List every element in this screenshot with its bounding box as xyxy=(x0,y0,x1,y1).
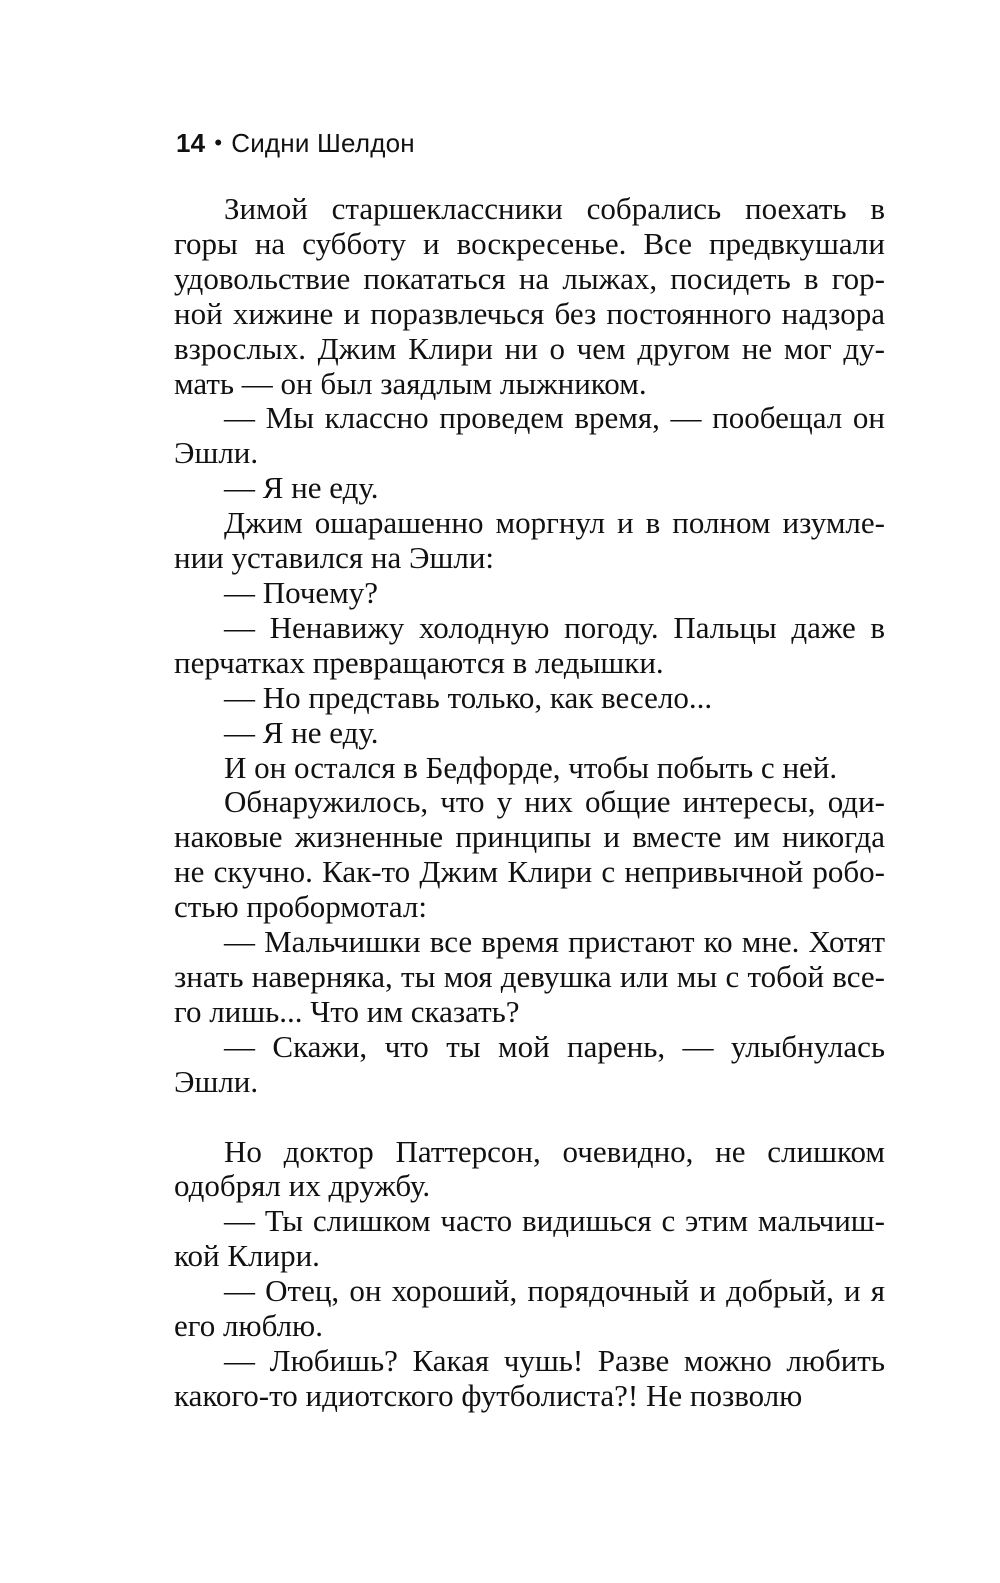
paragraph: — Я не еду. xyxy=(224,470,379,506)
paragraph: — Ненавижу холодную погоду. Пальцы даже в перчатках превращаются в ледышки. xyxy=(174,609,885,680)
paragraph: — Любишь? Какая чушь! Разве можно любить какого-то идиотского футболиста?! Не позволю xyxy=(174,1343,885,1413)
page-number: 14 xyxy=(176,128,206,158)
paragraph: — Отец, он хороший, порядочный и добрый, и я его люблю. xyxy=(174,1273,885,1344)
paragraph: И он остался в Бедфорде, чтобы побыть с ней. xyxy=(224,749,838,785)
header-separator: • xyxy=(214,130,223,155)
paragraph: — Ты слишком часто видишься с этим мальчишкой Клири. xyxy=(174,1203,885,1274)
paragraph: Джим ошарашенно моргнул и в полном изумлении уставился на Эшли: xyxy=(174,505,885,576)
author-name: Сидни Шелдон xyxy=(231,128,415,158)
paragraph: — Но представь только, как весело... xyxy=(224,679,713,715)
paragraph: Но доктор Паттерсон, очевидно, не слишком одобрял их дружбу. xyxy=(174,1133,885,1204)
paragraph: — Почему? xyxy=(224,574,379,610)
running-head xyxy=(176,124,415,164)
paragraph: — Скажи, что ты мой парень, — улыбнулась Эшли. xyxy=(174,1028,885,1099)
paragraph: — Я не еду. xyxy=(224,714,379,750)
paragraph: — Мальчишки все время пристают ко мне. Хотят знать наверняка, ты моя девушка или мы с тобой всего лишь... Что им сказать? xyxy=(174,924,885,1029)
paragraph: Обнаружилось, что у них общие интересы, одинаковые жизненные принципы и вместе им никогда не скучно. Как-то Джим Клири с непривычной робостью пробормотал: xyxy=(174,784,885,925)
paragraph: — Мы классно проведем время, — пообещал он Эшли. xyxy=(174,400,885,471)
body-text xyxy=(174,192,885,1414)
paragraph: Зимой старшеклассники собрались поехать в горы на субботу и воскресенье. Все предвкушали удовольствие покататься на лыжах, посидеть в горной хижине и поразвлечься без постоянного надзора взрослых. Джим Клири ни о чем другом не мог думать — он был заядлым лыжником. xyxy=(174,191,885,401)
